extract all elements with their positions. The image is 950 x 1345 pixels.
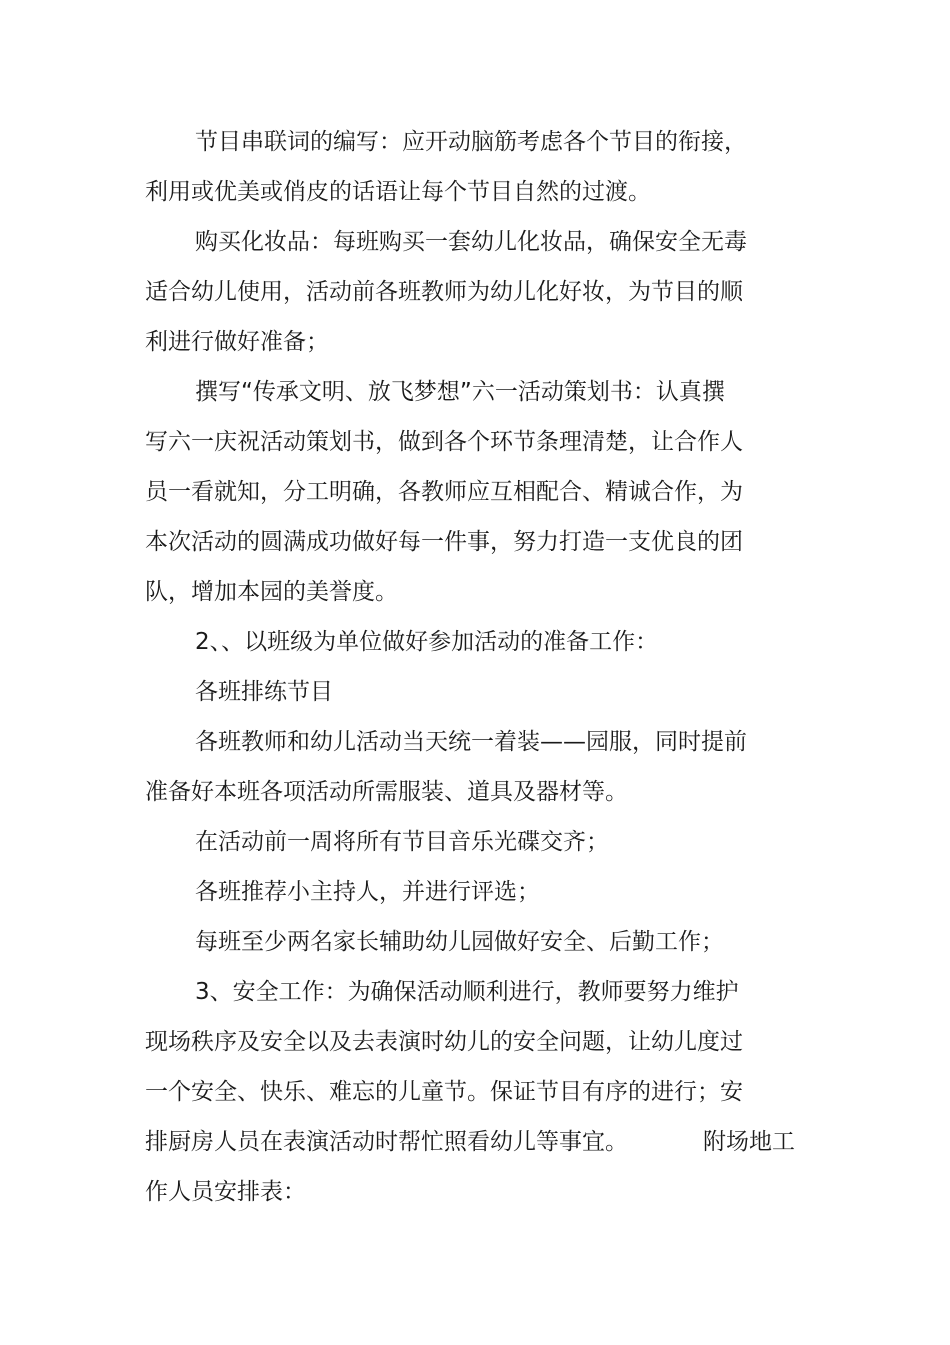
text-line: 各班排练节目 [195,679,333,705]
text-line: 各班教师和幼儿活动当天统一着装——园服，同时提前 [195,729,747,755]
text-line: 利用或优美或俏皮的话语让每个节目自然的过渡。 [145,179,651,205]
text-line: 适合幼儿使用，活动前各班教师为幼儿化好妆，为节目的顺 [145,279,743,305]
text-line: 排厨房人员在表演活动时帮忙照看幼儿等事宜。 [145,1129,628,1155]
text-line: 在活动前一周将所有节目音乐光碟交齐； [195,829,609,855]
text-line: 购买化妆品：每班购买一套幼儿化妆品，确保安全无毒 [195,229,747,255]
section-heading: 2、、以班级为单位做好参加活动的准备工作： [195,629,659,655]
text-line: 各班推荐小主持人，并进行评选； [195,879,540,905]
text-line: 一个安全、快乐、难忘的儿童节。保证节目有序的进行；安 [145,1079,743,1105]
text-line: 现场秩序及安全以及去表演时幼儿的安全问题，让幼儿度过 [145,1029,743,1055]
text-line: 利进行做好准备； [145,329,329,355]
text-line: 撰写“传承文明、放飞梦想”六一活动策划书：认真撰 [195,379,725,405]
section-heading: 3、安全工作：为确保活动顺利进行，教师要努力维护 [195,979,739,1005]
text-line: 队，增加本园的美誉度。 [145,579,398,605]
text-line: 附场地工 [703,1129,795,1155]
text-line: 准备好本班各项活动所需服装、道具及器材等。 [145,779,628,805]
text-line: 节目串联词的编写：应开动脑筋考虑各个节目的衔接， [195,129,747,155]
text-line: 写六一庆祝活动策划书，做到各个环节条理清楚，让合作人 [145,429,743,455]
text-line: 本次活动的圆满成功做好每一件事，努力打造一支优良的团 [145,529,743,555]
text-line: 每班至少两名家长辅助幼儿园做好安全、后勤工作； [195,929,724,955]
text-line: 作人员安排表： [145,1179,306,1205]
text-line: 员一看就知，分工明确，各教师应互相配合、精诚合作，为 [145,479,743,505]
